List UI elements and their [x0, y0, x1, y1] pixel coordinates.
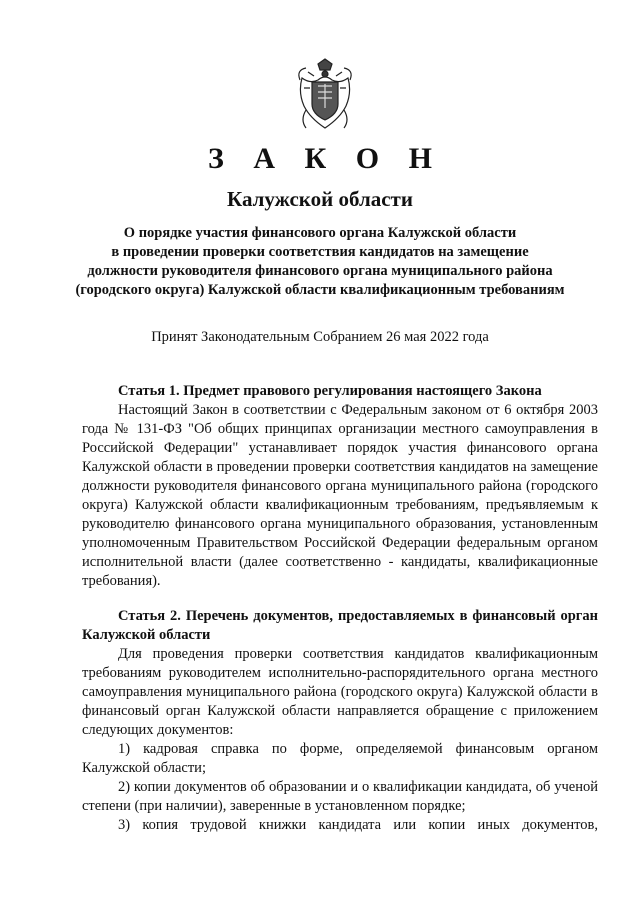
list-item: 2) копии документов об образовании и о квалификации кандидата, об ученой степени (при наличии), заверенные в установленном порядке;: [82, 779, 598, 814]
list-item: 3) копия трудовой книжки кандидата или копии иных документов,: [118, 817, 598, 833]
list-item: 1) кадровая справка по форме, определяемой финансовым органом Калужской области;: [82, 741, 598, 776]
subject-line: (городского округа) Калужской области квалификационным требованиям: [75, 282, 565, 298]
law-subject: [70, 224, 570, 300]
coat-of-arms-icon: [296, 58, 354, 132]
subject-line: в проведении проверки соответствия кандидатов на замещение: [111, 244, 529, 260]
article-2-text: Для проведения проверки соответствия кандидатов квалификационным требованиям руководителем исполнительно-распорядительного органа местного самоуправления муниципального района (городского округа) Калужской области в финансовый орган Калужской области направляется обращение с приложением следующих документов:: [82, 646, 598, 738]
law-title: З А К О Н: [208, 142, 443, 175]
adoption-date: Принят Законодательным Собранием 26 мая 2022 года: [151, 329, 489, 345]
subject-line: О порядке участия финансового органа Калужской области: [123, 225, 517, 241]
subject-line: должности руководителя финансового органа муниципального района: [87, 263, 553, 279]
article-1-heading: Статья 1. Предмет правового регулирования настоящего Закона: [118, 383, 542, 399]
region-name: Калужской области: [227, 187, 413, 211]
article-1-text: Настоящий Закон в соответствии с Федеральным законом от 6 октября 2003 года № 131-ФЗ "Об общих принципах организации местного самоуправления в Российской Федерации" устанавливает порядок участия финансового органа Калужской области в проведении проверки соответствия кандидатов на замещение должности руководителя финансового органа муниципального района (городского округа) Калужской области квалификационным требованиям, предъявляемым к руководителю финансового органа муниципального образования, установленным уполномоченным Правительством Российской Федерации федеральным органом исполнительной власти (далее соответственно - кандидаты, квалификационные требования).: [82, 402, 598, 589]
article-2-heading: Статья 2. Перечень документов, предоставляемых в финансовый орган Калужской области: [82, 608, 598, 643]
